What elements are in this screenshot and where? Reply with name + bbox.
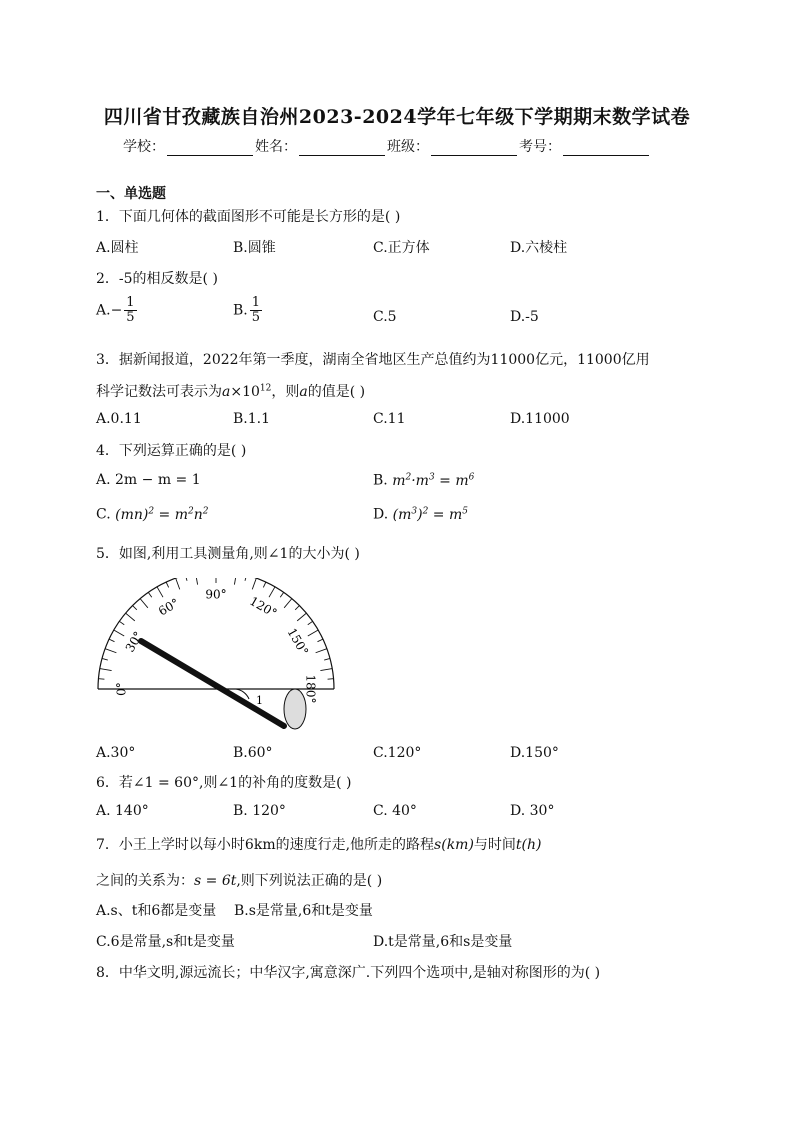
page-title: 四川省甘孜藏族自治州2023-2024学年七年级下学期期末数学试卷	[103, 106, 691, 128]
q2-a-numerator: 1	[126, 295, 135, 310]
protractor-tick	[133, 606, 137, 610]
q1-option-a[interactable]: A.圆柱	[96, 240, 139, 256]
protractor-label: 0°	[114, 682, 129, 696]
question-5-stem: 5．如图,利用工具测量角,则∠1的大小为( )	[96, 546, 360, 562]
protractor-label: 30°	[122, 629, 146, 655]
q7-time: t(h)	[515, 837, 542, 853]
protractor-tick	[245, 578, 247, 581]
q4-b-prefix: B.	[373, 472, 393, 489]
protractor-tick	[320, 669, 332, 671]
q4-c-expr: $(mn)^2 = m^2n^2$	[115, 506, 209, 523]
measuring-stick	[141, 641, 284, 726]
protractor-label: 180°	[303, 674, 318, 704]
q2-b-denominator: 5	[251, 310, 261, 325]
question-1-stem: 1．下面几何体的截面图形不可能是长方形的是( )	[96, 209, 401, 225]
q7-text-c: 与时间	[473, 837, 516, 853]
q2-option-c[interactable]: C.5	[373, 309, 397, 325]
protractor-tick	[140, 599, 148, 608]
q2-b-numerator: 1	[251, 295, 261, 310]
protractor-label: 150°	[284, 625, 312, 658]
q4-b-expr: $m^2\cdot m^3 = m^6$	[392, 472, 475, 489]
q4-option-b[interactable]	[373, 472, 474, 489]
protractor-tick	[297, 613, 306, 621]
protractor-tick	[185, 578, 187, 581]
protractor-tick	[105, 649, 116, 653]
protractor-tick	[148, 592, 151, 597]
protractor-tick	[252, 578, 256, 589]
q6-option-d[interactable]: D. 30°	[510, 803, 555, 819]
question-3-stem-line1: 3．据新闻报道，2022年第一季度，湖南全省地区生产总值约为11000亿元，11000亿用	[96, 352, 650, 368]
protractor-tick	[98, 679, 104, 680]
protractor-tick	[269, 587, 275, 597]
q3-var-a: a	[222, 384, 231, 400]
q7-text-d: 之间的关系为：	[96, 873, 194, 889]
protractor-label: 90°	[205, 587, 227, 602]
q2-option-b[interactable]	[233, 296, 262, 325]
protractor-tick	[318, 639, 323, 642]
protractor-tick	[308, 630, 318, 636]
q5-option-b[interactable]: B.60°	[233, 745, 273, 761]
protractor-tick	[324, 658, 330, 660]
q7-option-d[interactable]: D.t是常量,6和s是变量	[373, 934, 513, 950]
school-blank[interactable]	[167, 140, 253, 156]
q6-option-b[interactable]: B. 120°	[233, 803, 286, 819]
q5-option-c[interactable]: C.120°	[373, 745, 422, 761]
q6-option-a[interactable]: A. 140°	[96, 803, 149, 819]
q7-equation: s = 6t	[194, 873, 237, 889]
q1-option-c[interactable]: C.正方体	[373, 240, 430, 256]
protractor-tick	[316, 649, 327, 653]
q4-option-d[interactable]	[373, 506, 468, 523]
q6-option-c[interactable]: C. 40°	[373, 803, 417, 819]
q3-option-c[interactable]: C.11	[373, 411, 406, 427]
question-4-stem: 4．下列运算正确的是( )	[96, 443, 247, 459]
q4-option-c[interactable]	[96, 506, 208, 523]
protractor-tick	[284, 599, 292, 608]
protractor-tick	[109, 639, 114, 642]
section-heading: 一、单选题	[96, 186, 166, 202]
q2-a-fraction	[124, 296, 136, 325]
student-info-row	[123, 136, 651, 156]
protractor-tick	[280, 592, 283, 597]
q2-a-sign: −	[110, 302, 123, 319]
q2-a-denominator: 5	[126, 310, 135, 325]
angle-1-label: 1	[256, 694, 263, 707]
q2-a-prefix: A.	[96, 302, 111, 319]
q7-text-e: ,则下列说法正确的是( )	[236, 873, 383, 889]
q3-text-b: ，则	[271, 384, 300, 400]
q3-option-a[interactable]: A.0.11	[96, 411, 142, 427]
question-2-stem: 2．-5的相反数是( )	[96, 271, 218, 287]
protractor-tick	[126, 613, 135, 621]
q3-option-d[interactable]: D.11000	[510, 411, 570, 427]
q7-distance: s(km)	[434, 837, 474, 853]
class-blank[interactable]	[431, 140, 517, 156]
q5-option-d[interactable]: D.150°	[510, 745, 559, 761]
q3-text-a: 科学记数法可表示为	[96, 384, 222, 400]
number-label: 考号：	[519, 139, 561, 155]
q7-text-b: 的速度行走,他所走的路程	[275, 837, 435, 853]
q4-d-expr: $(m^3)^2 = m^5$	[392, 506, 468, 523]
protractor-tick	[308, 621, 313, 624]
protractor-tick	[166, 582, 169, 587]
question-6-stem: 6．若∠1 = 60°,则∠1的补角的度数是( )	[96, 775, 352, 791]
protractor-tick	[295, 606, 299, 610]
protractor-tick	[196, 578, 198, 585]
class-label: 班级：	[387, 139, 429, 155]
question-7-stem-line2	[96, 870, 382, 890]
protractor-figure	[96, 578, 336, 738]
q4-option-a[interactable]: A. 2m − m = 1	[96, 472, 201, 488]
q5-option-a[interactable]: A.30°	[96, 745, 136, 761]
q2-option-a[interactable]	[96, 296, 137, 325]
protractor-label: 60°	[156, 595, 182, 619]
q4-c-prefix: C.	[96, 506, 116, 523]
protractor-tick	[102, 658, 108, 660]
q7-speed: 6km	[244, 837, 276, 853]
protractor-tick	[100, 669, 112, 671]
question-7-stem-line1	[96, 834, 542, 854]
school-label: 学校：	[123, 139, 165, 155]
q3-text-c: 的值是( )	[307, 384, 366, 400]
q7-option-b[interactable]: B.s是常量,6和t是变量	[234, 903, 373, 919]
protractor-tick	[176, 578, 180, 589]
protractor-tick	[114, 630, 124, 636]
q4-d-prefix: D.	[373, 506, 393, 523]
q2-b-prefix: B.	[233, 302, 248, 319]
protractor-tick	[119, 621, 124, 624]
q2-b-fraction	[250, 296, 262, 325]
name-blank[interactable]	[299, 140, 385, 156]
q7-option-a[interactable]: A.s、t和6都是变量	[96, 903, 217, 919]
q7-option-c[interactable]: C.6是常量,s和t是变量	[96, 934, 235, 950]
q1-option-b[interactable]: B.圆锥	[233, 240, 276, 256]
q7-text-a: 7．小王上学时以每小时	[96, 837, 245, 853]
cylinder-end	[284, 689, 306, 729]
q3-option-b[interactable]: B.1.1	[233, 411, 271, 427]
protractor-tick	[234, 578, 236, 585]
q3-times: ×10	[230, 384, 260, 400]
name-label: 姓名：	[255, 139, 297, 155]
question-3-stem-line2	[96, 381, 365, 401]
protractor-tick	[157, 587, 163, 597]
protractor-tick	[328, 679, 334, 680]
q1-option-d[interactable]: D.六棱柱	[510, 240, 568, 256]
q3-var-a2: a	[299, 384, 308, 400]
protractor-label: 120°	[247, 593, 280, 621]
q2-option-d[interactable]: D.-5	[510, 309, 539, 325]
question-8-stem: 8．中华文明,源远流长；中华汉字,寓意深广.下列四个选项中,是轴对称图形的为( )	[96, 965, 601, 981]
protractor-tick	[263, 582, 266, 587]
q3-exponent: 12	[259, 383, 272, 394]
number-blank[interactable]	[563, 140, 649, 156]
